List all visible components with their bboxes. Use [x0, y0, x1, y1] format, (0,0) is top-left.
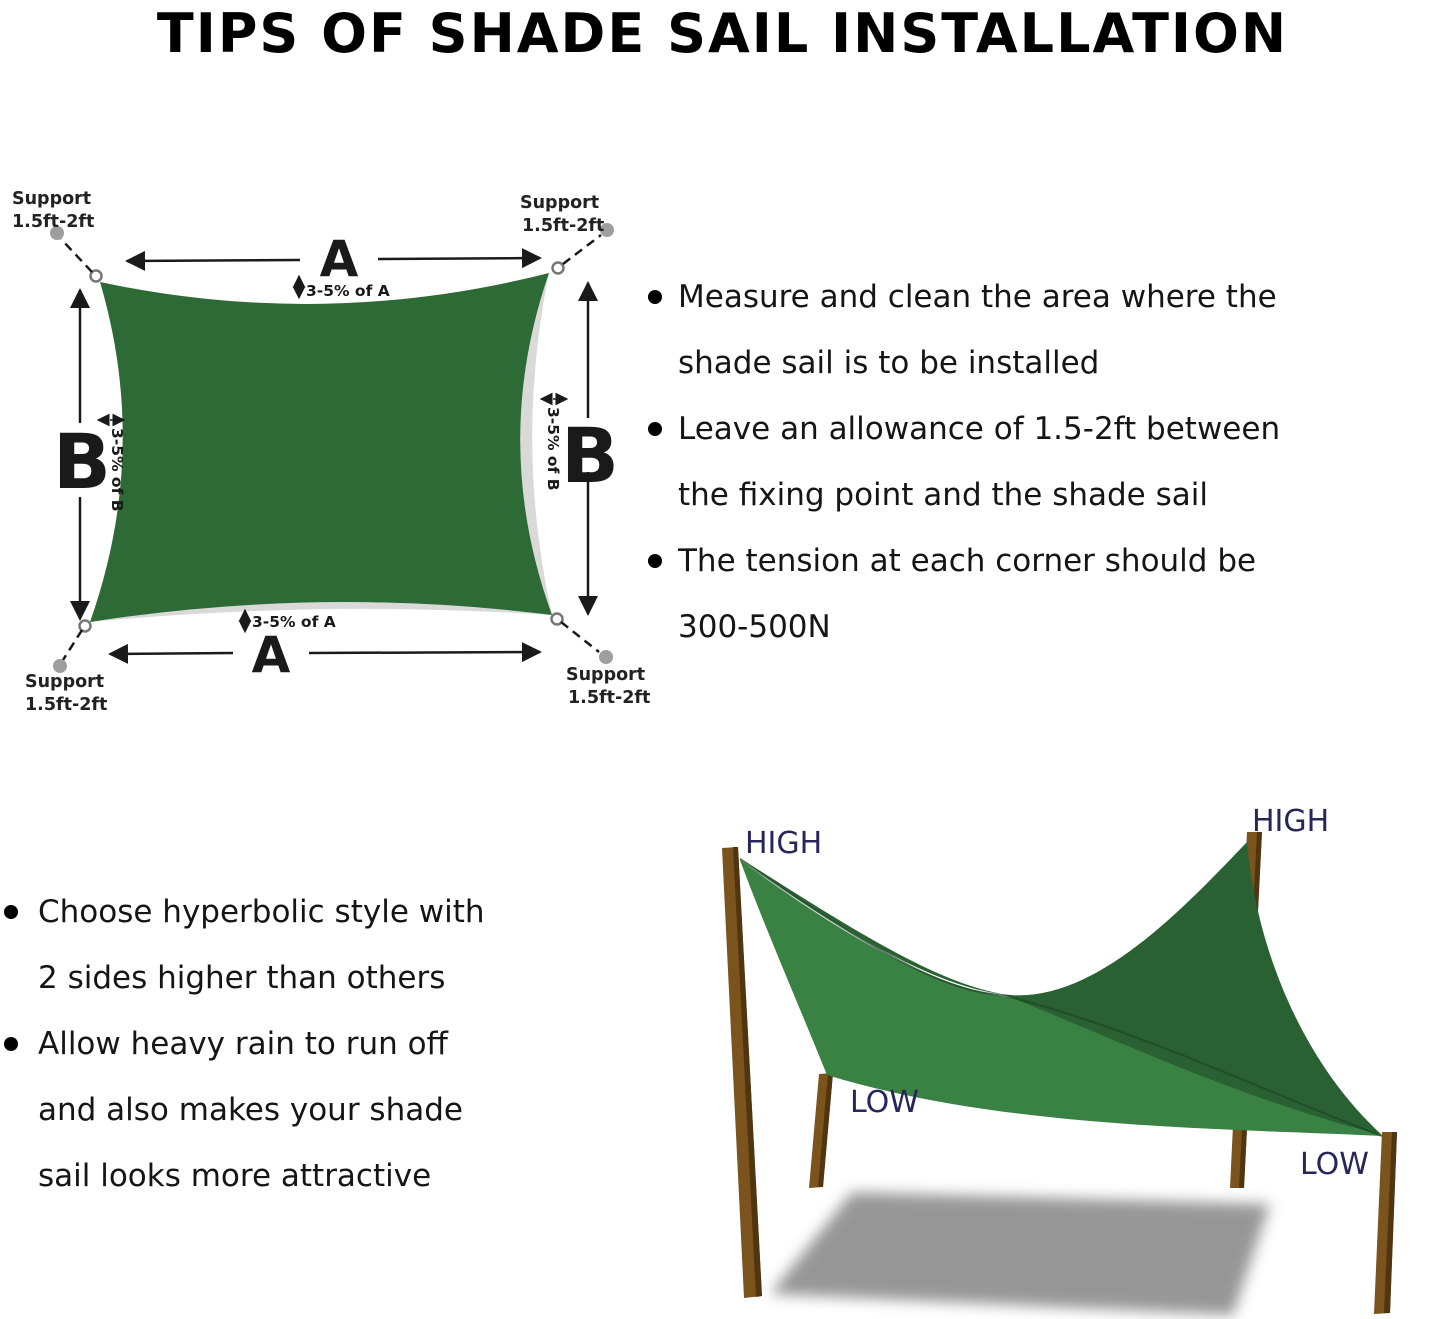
hyperbolic-installation-illustration — [670, 780, 1445, 1319]
tip-line: shade sail is to be installed — [678, 345, 1100, 381]
dim-a-top-left-segment — [127, 260, 300, 261]
support-label-bottom-right-2: 1.5ft-2ft — [568, 688, 651, 708]
list-item — [640, 528, 1445, 660]
list-item — [0, 1011, 640, 1209]
dim-a-bottom-left-segment — [110, 653, 233, 654]
tip-line: and also makes your shade — [38, 1092, 463, 1128]
bullet-icon — [4, 905, 18, 919]
tip-line: The tension at each corner should be — [678, 543, 1257, 579]
style-tips-list — [0, 879, 640, 1209]
tip-line: the fixing point and the shade sail — [678, 477, 1208, 513]
support-label-top-left-1: Support — [12, 189, 92, 209]
dim-b-right-label: B — [561, 411, 619, 500]
grommet-top-right — [553, 263, 564, 274]
grommet-top-left — [91, 271, 102, 282]
list-item — [640, 264, 1445, 396]
low-label-right: LOW — [1300, 1147, 1369, 1182]
dim-b-left-label: B — [53, 417, 111, 506]
high-label-right: HIGH — [1252, 804, 1330, 839]
support-label-bottom-right-1: Support — [566, 665, 646, 685]
list-item — [640, 396, 1445, 528]
support-label-top-left-2: 1.5ft-2ft — [12, 212, 95, 232]
low-label-left: LOW — [850, 1085, 919, 1120]
support-label-bottom-left-2: 1.5ft-2ft — [25, 695, 108, 715]
installation-tips-list — [640, 264, 1445, 660]
tip-line: Leave an allowance of 1.5-2ft between — [678, 411, 1281, 447]
dim-a-top-right-segment — [378, 258, 540, 259]
tip-line: Allow heavy rain to run off — [38, 1026, 448, 1062]
tie-line-top-right — [563, 235, 601, 264]
offset-b-left-label: 3-5% of B — [108, 428, 126, 512]
dim-a-bottom-right-segment — [309, 652, 540, 653]
tie-line-bottom-left — [63, 630, 82, 660]
tip-line: Choose hyperbolic style with — [38, 894, 485, 930]
dim-a-bottom-label: A — [251, 626, 291, 684]
ground-shadow — [770, 1192, 1270, 1315]
bullet-icon — [4, 1037, 18, 1051]
offset-a-bottom-label: 3-5% of A — [252, 613, 336, 631]
support-label-top-right-1: Support — [520, 193, 600, 213]
bullet-icon — [648, 422, 662, 436]
support-label-bottom-left-1: Support — [25, 672, 105, 692]
tie-line-bottom-right — [561, 622, 599, 652]
tip-line: sail looks more attractive — [38, 1158, 432, 1194]
offset-a-top-label: 3-5% of A — [306, 282, 390, 300]
bullet-icon — [648, 554, 662, 568]
support-label-top-right-2: 1.5ft-2ft — [522, 216, 605, 236]
tip-line: 2 sides higher than others — [38, 960, 446, 996]
page-title: TIPS OF SHADE SAIL INSTALLATION — [156, 2, 1289, 65]
tie-line-top-left — [61, 239, 92, 272]
offset-b-right-label: 3-5% of B — [544, 407, 562, 491]
support-dot-bottom-right — [599, 650, 613, 664]
high-label-left: HIGH — [745, 826, 823, 861]
list-item — [0, 879, 640, 1011]
bullet-icon — [648, 290, 662, 304]
measurement-diagram — [0, 170, 660, 750]
shade-sail-shape — [90, 273, 552, 622]
support-dot-bottom-left — [53, 659, 67, 673]
dim-a-top-label: A — [319, 230, 359, 288]
tip-line: 300-500N — [678, 609, 831, 645]
tip-line: Measure and clean the area where the — [678, 279, 1277, 315]
